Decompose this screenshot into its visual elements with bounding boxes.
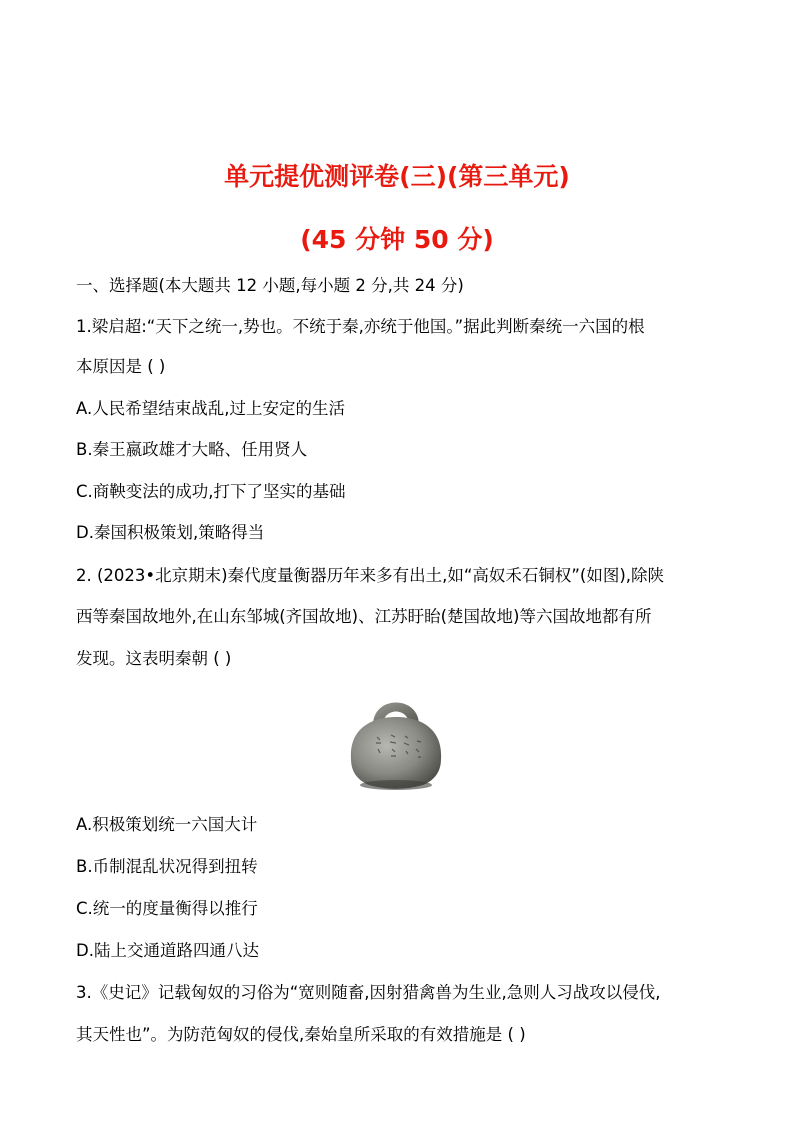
section-heading: 一、选择题(本大题共 12 小题,每小题 2 分,共 24 分) <box>76 276 464 295</box>
question-1-option-b: B.秦王嬴政雄才大略、任用贤人 <box>76 440 308 459</box>
question-3-stem-line-1: 3.《史记》记载匈奴的习俗为“宽则随畜,因射猎禽兽为生业,急则人习战攻以侵伐, <box>76 983 661 1002</box>
question-1-option-d: D.秦国积极策划,策略得当 <box>76 523 265 542</box>
page-title: 单元提优测评卷(三)(第三单元) <box>224 162 570 191</box>
question-2-stem-line-2: 西等秦国故地外,在山东邹城(齐国故地)、江苏盱眙(楚国故地)等六国故地都有所 <box>76 607 652 626</box>
question-2-stem-line-3: 发现。这表明秦朝 ( ) <box>76 649 232 668</box>
question-1-option-a: A.人民希望结束战乱,过上安定的生活 <box>76 399 345 418</box>
page-subtitle: (45 分钟 50 分) <box>300 225 494 254</box>
question-1-stem-line-1: 1.梁启超:“天下之统一,势也。不统于秦,亦统于他国。”据此判断秦统一六国的根 <box>76 317 645 336</box>
question-2-stem-line-1: 2. (2023•北京期末)秦代度量衡器历年来多有出土,如“高奴禾石铜权”(如图),除陕 <box>76 566 665 585</box>
bronze-weight-image <box>343 689 449 793</box>
question-2-option-d: D.陆上交通道路四通八达 <box>76 941 259 960</box>
question-2-option-c: C.统一的度量衡得以推行 <box>76 899 258 918</box>
question-1-option-c: C.商鞅变法的成功,打下了坚实的基础 <box>76 482 346 501</box>
question-1-stem-line-2: 本原因是 ( ) <box>76 357 166 376</box>
question-2-option-b: B.币制混乱状况得到扭转 <box>76 857 258 876</box>
question-3-stem-line-2: 其天性也”。为防范匈奴的侵伐,秦始皇所采取的有效措施是 ( ) <box>76 1025 526 1044</box>
question-2-option-a: A.积极策划统一六国大计 <box>76 815 258 834</box>
